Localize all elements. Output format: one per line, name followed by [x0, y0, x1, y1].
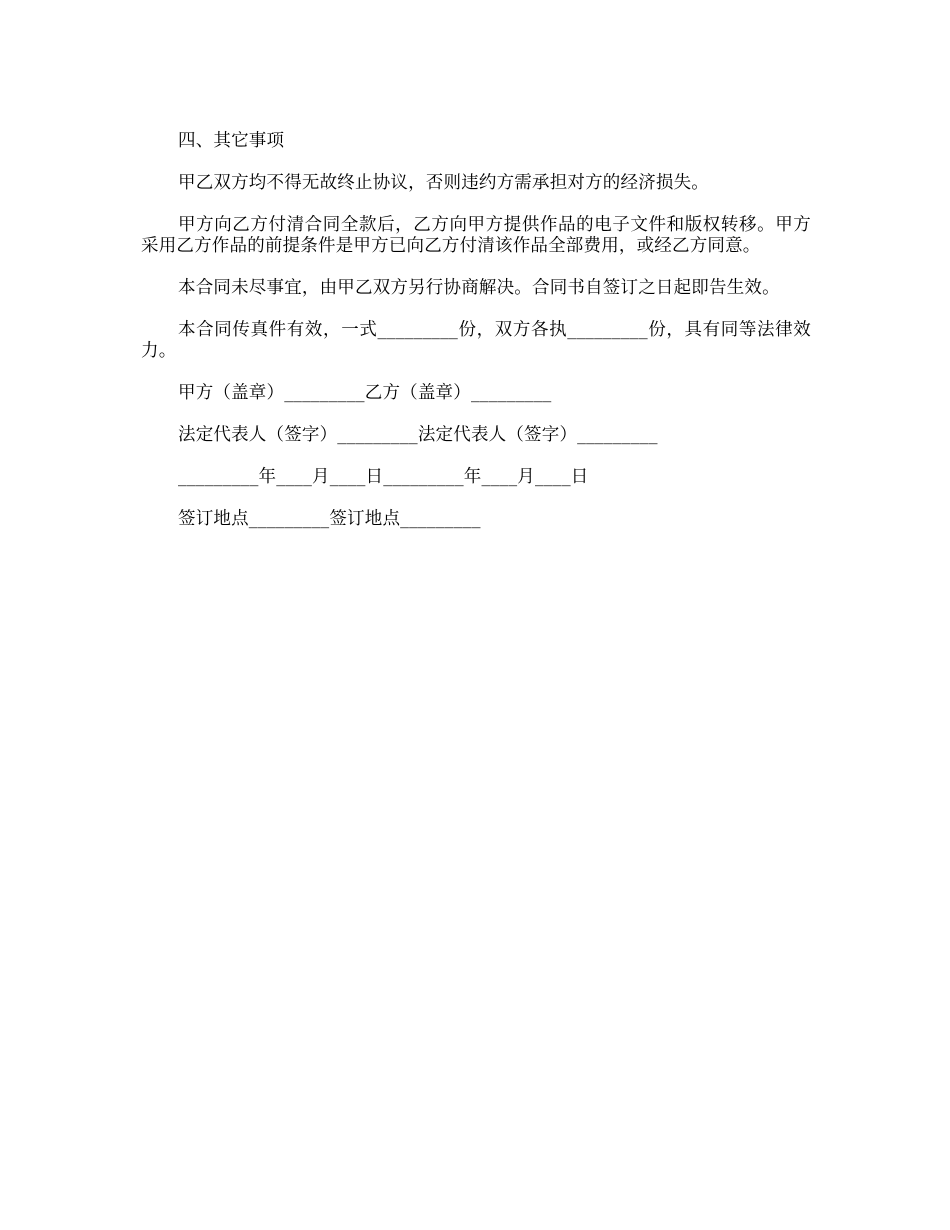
spacer: [141, 446, 811, 467]
paragraph-payment-copyright: 甲方向乙方付清合同全款后，乙方向甲方提供作品的电子文件和版权转移。甲方采用乙方作品的前提条件是甲方已向乙方付清该作品全部费用，或经乙方同意。: [141, 215, 811, 256]
spacer: [141, 362, 811, 383]
spacer: [141, 194, 811, 215]
spacer: [141, 404, 811, 425]
section-heading: 四、其它事项: [178, 131, 285, 151]
signature-place-line: 签订地点_________签订地点_________: [178, 509, 481, 529]
spacer: [141, 152, 811, 173]
signature-representative-line: 法定代表人（签字）_________法定代表人（签字）_________: [178, 425, 658, 445]
signature-date-line: _________年____月____日_________年____月____日: [178, 467, 589, 487]
spacer: [141, 488, 811, 509]
paragraph-fax-validity: 本合同传真件有效，一式_________份，双方各执_________份，具有同等法律效力。: [141, 320, 811, 361]
spacer: [141, 299, 811, 320]
paragraph-unresolved-matters: 本合同未尽事宜，由甲乙双方另行协商解决。合同书自签订之日起即告生效。: [178, 278, 780, 298]
spacer: [141, 257, 811, 278]
paragraph-termination: 甲乙双方均不得无故终止协议，否则违约方需承担对方的经济损失。: [178, 173, 709, 193]
signature-seal-line: 甲方（盖章）_________乙方（盖章）_________: [178, 383, 552, 403]
document-body: [141, 131, 811, 530]
